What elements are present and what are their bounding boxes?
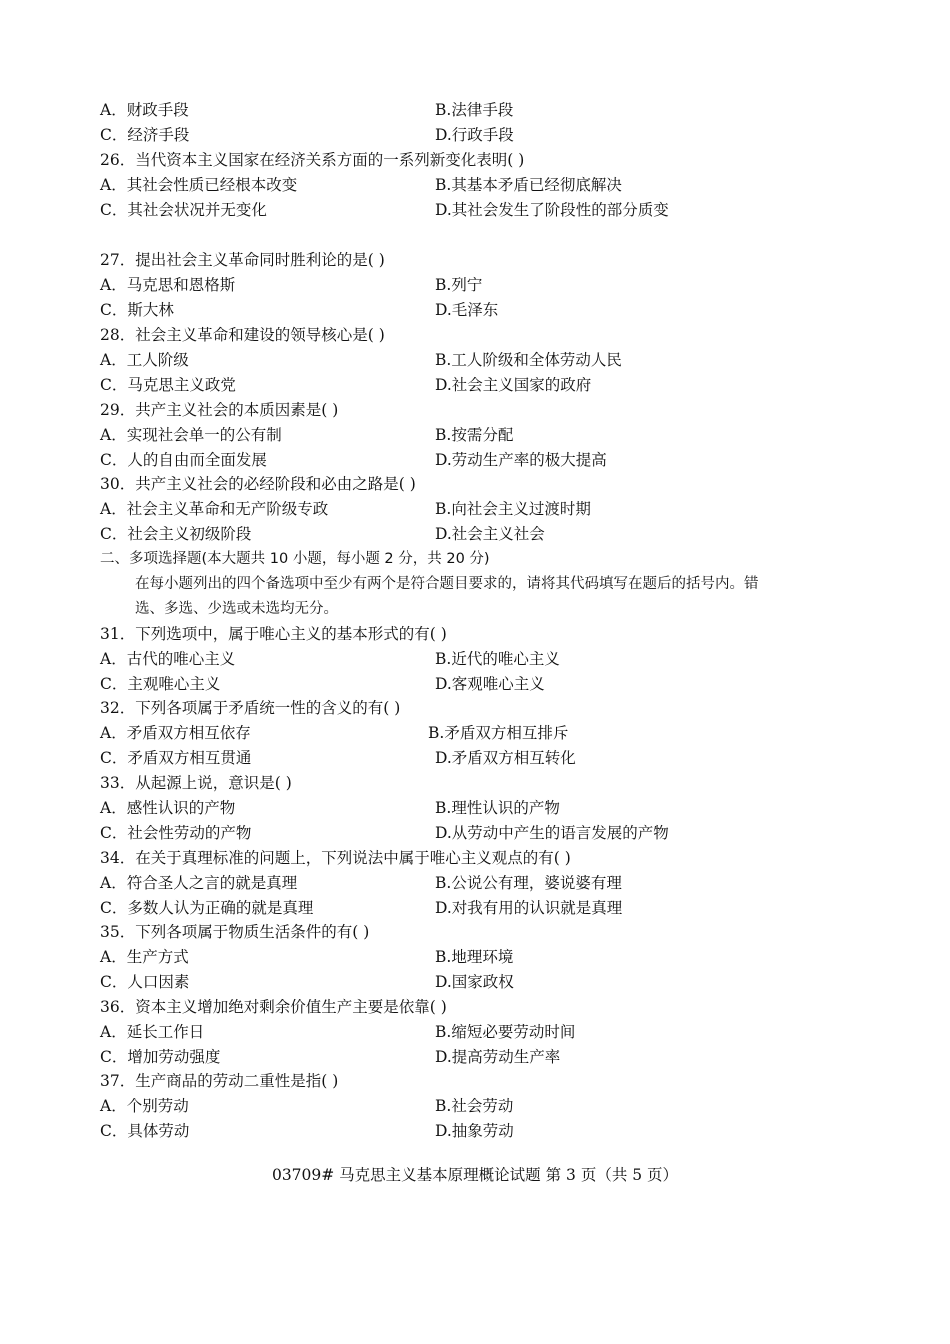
question-34-stem: 34．在关于真理标准的问题上，下列说法中属于唯心主义观点的有( ) <box>100 849 571 867</box>
option-a: A．延长工作日 <box>100 1023 205 1041</box>
option-a: A．实现社会单一的公有制 <box>100 426 282 444</box>
option-b: B.列宁 <box>435 276 483 294</box>
option-c: C．社会性劳动的产物 <box>100 824 252 842</box>
option-a: A．其社会性质已经根本改变 <box>100 176 298 194</box>
option-b: B.向社会主义过渡时期 <box>435 500 591 518</box>
option-a: A．财政手段 <box>100 101 189 119</box>
option-c: C．多数人认为正确的就是真理 <box>100 899 314 917</box>
question-31-stem: 31．下列选项中，属于唯心主义的基本形式的有( ) <box>100 625 447 643</box>
question-29-stem: 29．共产主义社会的本质因素是( ) <box>100 401 339 419</box>
section-title: 二、多项选择题(本大题共 10 小题，每小题 2 分，共 20 分) <box>100 551 490 567</box>
option-a: A．感性认识的产物 <box>100 799 236 817</box>
option-b: B.其基本矛盾已经彻底解决 <box>435 176 622 194</box>
option-b: B.公说公有理，婆说婆有理 <box>435 874 622 892</box>
option-d: D.客观唯心主义 <box>435 675 545 693</box>
option-c: C．主观唯心主义 <box>100 675 221 693</box>
option-c: C．经济手段 <box>100 126 190 144</box>
option-c: C．增加劳动强度 <box>100 1048 221 1066</box>
question-36-stem: 36．资本主义增加绝对剩余价值生产主要是依靠( ) <box>100 998 447 1016</box>
question-33-stem: 33．从起源上说，意识是( ) <box>100 774 292 792</box>
option-a: A．马克思和恩格斯 <box>100 276 236 294</box>
option-c: C．马克思主义政党 <box>100 376 236 394</box>
option-d: D.对我有用的认识就是真理 <box>435 899 623 917</box>
option-a: A．生产方式 <box>100 948 189 966</box>
option-c: C．矛盾双方相互贯通 <box>100 749 252 767</box>
option-d: D.抽象劳动 <box>435 1122 514 1140</box>
option-a: A．工人阶级 <box>100 351 189 369</box>
option-a: A．个别劳动 <box>100 1097 189 1115</box>
option-b: B.近代的唯心主义 <box>435 650 560 668</box>
option-b: B.地理环境 <box>435 948 514 966</box>
question-28-stem: 28．社会主义革命和建设的领导核心是( ) <box>100 326 385 344</box>
option-c: C．其社会状况并无变化 <box>100 201 267 219</box>
question-32-stem: 32．下列各项属于矛盾统一性的含义的有( ) <box>100 699 401 717</box>
option-b: B.工人阶级和全体劳动人民 <box>435 351 622 369</box>
question-27-stem: 27．提出社会主义革命同时胜利论的是( ) <box>100 251 385 269</box>
question-30-stem: 30．共产主义社会的必经阶段和必由之路是( ) <box>100 475 416 493</box>
question-35-stem: 35．下列各项属于物质生活条件的有( ) <box>100 923 370 941</box>
option-c: C．人口因素 <box>100 973 190 991</box>
option-b: B.按需分配 <box>435 426 514 444</box>
question-37-stem: 37．生产商品的劳动二重性是指( ) <box>100 1072 339 1090</box>
option-d: D.提高劳动生产率 <box>435 1048 561 1066</box>
section-instruction: 在每小题列出的四个备选项中至少有两个是符合题目要求的，请将其代码填写在题后的括号内。错 <box>135 576 759 592</box>
option-a: A．古代的唯心主义 <box>100 650 236 668</box>
option-d: D.行政手段 <box>435 126 514 144</box>
option-b: B.法律手段 <box>435 101 514 119</box>
option-d: D.社会主义国家的政府 <box>435 376 592 394</box>
option-d: D.国家政权 <box>435 973 514 991</box>
option-c: C．具体劳动 <box>100 1122 190 1140</box>
option-d: D.劳动生产率的极大提高 <box>435 451 607 469</box>
option-d: D.社会主义社会 <box>435 525 545 543</box>
option-b: B.缩短必要劳动时间 <box>435 1023 576 1041</box>
option-c: C．社会主义初级阶段 <box>100 525 252 543</box>
page-footer: 03709# 马克思主义基本原理概论试题 第 3 页（共 5 页） <box>271 1166 679 1184</box>
option-a: A．符合圣人之言的就是真理 <box>100 874 298 892</box>
option-c: C．人的自由而全面发展 <box>100 451 267 469</box>
option-c: C．斯大林 <box>100 301 174 319</box>
section-instruction-continued: 选、多选、少选或未选均无分。 <box>135 601 338 617</box>
option-b: B.矛盾双方相互排斥 <box>428 724 569 742</box>
option-b: B.理性认识的产物 <box>435 799 560 817</box>
question-26-stem: 26．当代资本主义国家在经济关系方面的一系列新变化表明( ) <box>100 151 525 169</box>
option-a: A．社会主义革命和无产阶级专政 <box>100 500 329 518</box>
option-d: D.矛盾双方相互转化 <box>435 749 576 767</box>
option-a: A．矛盾双方相互依存 <box>100 724 251 742</box>
option-d: D.其社会发生了阶段性的部分质变 <box>435 201 669 219</box>
option-b: B.社会劳动 <box>435 1097 514 1115</box>
option-d: D.从劳动中产生的语言发展的产物 <box>435 824 669 842</box>
option-d: D.毛泽东 <box>435 301 499 319</box>
